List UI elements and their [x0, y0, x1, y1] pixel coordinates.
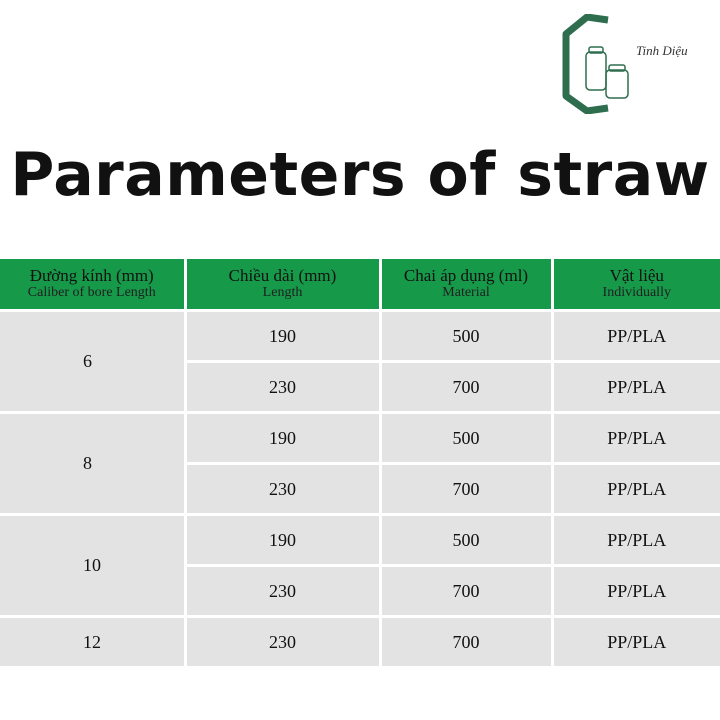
bottle-cell: 700: [380, 362, 552, 413]
length-cell: 190: [185, 311, 380, 362]
bottle-cell: 500: [380, 413, 552, 464]
header-bottle-sub: Material: [442, 285, 490, 300]
caliber-cell: 12: [0, 617, 185, 667]
material-cell: PP/PLA: [552, 566, 720, 617]
brand-name: Tinh Diệu: [636, 43, 688, 58]
length-cell: 230: [185, 464, 380, 515]
bottle-cell: 700: [380, 617, 552, 667]
length-cell: 190: [185, 515, 380, 566]
brand-logo: [560, 14, 710, 120]
header-length: [185, 259, 380, 311]
material-cell: PP/PLA: [552, 362, 720, 413]
header-bottle-main: Chai áp dụng (ml): [403, 266, 529, 285]
length-cell: 230: [185, 617, 380, 667]
length-cell: 230: [185, 566, 380, 617]
header-caliber: [0, 259, 185, 311]
table-header-row: [0, 259, 720, 311]
material-cell: PP/PLA: [552, 464, 720, 515]
bottle-cell: 700: [380, 464, 552, 515]
table-row: [0, 617, 720, 667]
header-caliber-main: Đường kính (mm): [29, 266, 154, 285]
table-row: [0, 311, 720, 362]
header-caliber-sub: Caliber of bore Length: [27, 285, 156, 300]
header-bottle: [380, 259, 552, 311]
bottle-cell: 500: [380, 311, 552, 362]
table-row: [0, 413, 720, 464]
material-cell: PP/PLA: [552, 617, 720, 667]
bottle-cell: 700: [380, 566, 552, 617]
header-material: [552, 259, 720, 311]
length-cell: 230: [185, 362, 380, 413]
header-length-main: Chiều dài (mm): [228, 266, 337, 285]
bottle-cell: 500: [380, 515, 552, 566]
material-cell: PP/PLA: [552, 515, 720, 566]
caliber-cell: 6: [0, 311, 185, 413]
header-material-main: Vật liệu: [609, 266, 664, 285]
jar-logo-icon: [560, 14, 638, 114]
material-cell: PP/PLA: [552, 413, 720, 464]
table-row: [0, 515, 720, 566]
material-cell: PP/PLA: [552, 311, 720, 362]
header-material-sub: Individually: [602, 285, 671, 300]
header-length-sub: Length: [262, 285, 303, 300]
caliber-cell: 10: [0, 515, 185, 617]
page-title: Parameters of straw: [10, 140, 710, 210]
parameters-table: [0, 259, 720, 666]
caliber-cell: 8: [0, 413, 185, 515]
length-cell: 190: [185, 413, 380, 464]
